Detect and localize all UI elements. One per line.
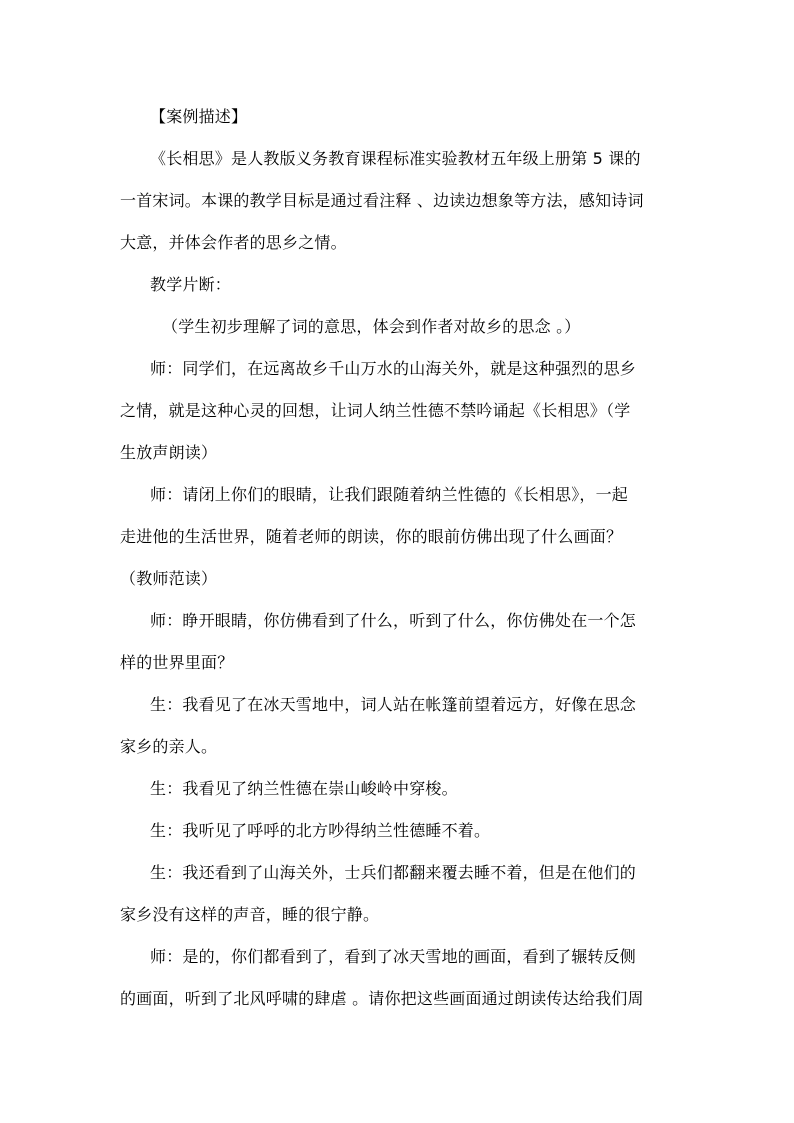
paragraph-line: 之情，就是这种心灵的回想，让词人纳兰性德不禁吟诵起《长相思》（学 [120, 401, 631, 420]
paragraph-line: 样的世界里面？ [120, 653, 234, 672]
section-heading: 【案例描述】 [150, 107, 248, 126]
paragraph-line: 一首宋词。本课的教学目标是通过看注释 、边读边想象等方法，感知诗词 [120, 191, 644, 210]
document-body [120, 96, 680, 1020]
paragraph-line: 的画面，听到了北风呼啸的肆虐 。请你把这些画面通过朗读传达给我们周 [120, 989, 644, 1008]
paragraph-line: 《长相思》是人教版义务教育课程标准实验教材五年级上册第 5 课的 [150, 149, 641, 168]
paragraph-line: 生：我听见了呼呼的北方吵得纳兰性德睡不着。 [150, 821, 491, 840]
paragraph-line: （学生初步理解了词的意思，体会到作者对故乡的思念 。） [162, 317, 581, 336]
paragraph-line: 家乡没有这样的声音，睡的很宁静。 [120, 905, 380, 924]
paragraph-line: 生放声朗读） [120, 443, 218, 462]
paragraph-line: （教师范读） [120, 569, 218, 588]
paragraph-line: 教学片断： [150, 275, 232, 294]
paragraph-line: 生：我还看到了山海关外，士兵们都翻来覆去睡不着，但是在他们的 [150, 863, 637, 882]
paragraph-line: 大意，并体会作者的思乡之情。 [120, 233, 347, 252]
paragraph-line: 师：同学们，在远离故乡千山万水的山海关外，就是这种强烈的思乡 [150, 359, 637, 378]
paragraph-line: 师：是的，你们都看到了，看到了冰天雪地的画面，看到了辗转反侧 [150, 947, 637, 966]
paragraph-line: 师：请闭上你们的眼睛，让我们跟随着纳兰性德的《长相思》，一起 [150, 485, 629, 504]
paragraph-line: 走进他的生活世界，随着老师的朗读，你的眼前仿佛出现了什么画面？ [120, 527, 623, 546]
paragraph-line: 家乡的亲人。 [120, 737, 218, 756]
paragraph-line: 生：我看见了在冰天雪地中，词人站在帐篷前望着远方，好像在思念 [150, 695, 637, 714]
paragraph-line: 师：睁开眼睛，你仿佛看到了什么，听到了什么，你仿佛处在一个怎 [150, 611, 637, 630]
paragraph-line: 生：我看见了纳兰性德在崇山峻岭中穿梭。 [150, 779, 458, 798]
